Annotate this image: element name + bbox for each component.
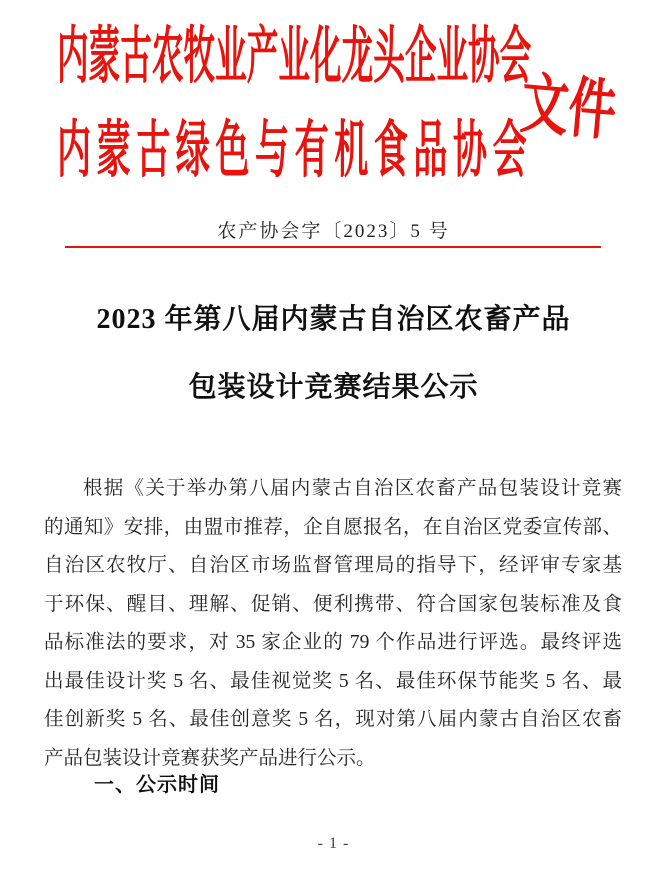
- body-line: 品标准法的要求，对 35 家企业的 79 个作品进行评选。最终评选: [44, 632, 622, 653]
- body-line: 自治区农牧厅、自治区市场监督管理局的指导下，经评审专家基: [44, 555, 622, 576]
- page-number: - 1 -: [317, 835, 350, 852]
- document-title-line1: 2023 年第八届内蒙古自治区农畜产品: [96, 304, 571, 335]
- body-line: 的通知》安排，由盟市推荐，企自愿报名，在自治区党委宣传部、: [44, 516, 622, 538]
- letterhead-org-line2: 内蒙古绿色与有机食品协会: [57, 117, 533, 185]
- document-reference-number: 农产协会字〔2023〕5 号: [217, 221, 450, 242]
- document-title-line2: 包装设计竞赛结果公示: [188, 372, 479, 403]
- body-line: 佳创新奖 5 名、最佳创意奖 5 名，现对第八届内蒙古自治区农畜: [44, 709, 622, 730]
- letterhead-doc-type-label: 文件: [517, 68, 620, 150]
- body-line: 出最佳设计奖 5 名、最佳视觉奖 5 名、最佳环保节能奖 5 名、最: [44, 670, 622, 692]
- body-paragraph: [44, 470, 622, 778]
- letterhead-org-line1: 内蒙古农牧业产业化龙头企业协会: [57, 23, 532, 91]
- body-line: 于环保、醒目、理解、促销、便利携带、符合国家包装标准及食: [44, 593, 622, 615]
- body-line: 产品包装设计竞赛获奖产品进行公示。: [44, 747, 376, 769]
- body-line: 根据《关于举办第八届内蒙古自治区农畜产品包装设计竞赛: [83, 478, 622, 499]
- letterhead-divider-line: [65, 246, 601, 248]
- section-heading-publicity-period: 一、公示时间: [94, 774, 220, 796]
